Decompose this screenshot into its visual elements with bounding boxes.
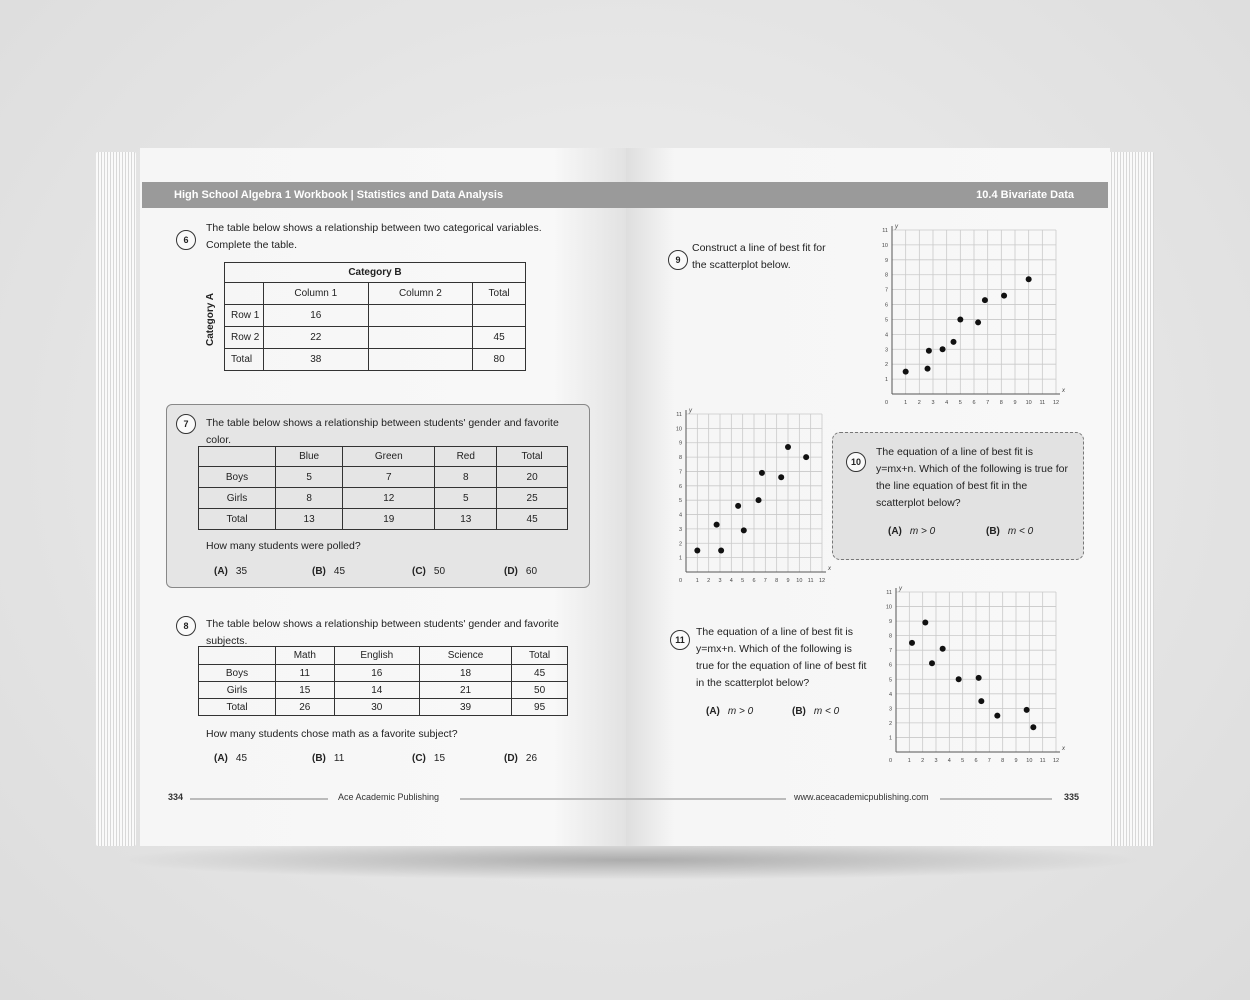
data-point [957, 316, 963, 322]
option-value: 26 [525, 753, 538, 764]
row-label: Girls [199, 682, 276, 699]
y-tick-label: 9 [888, 619, 892, 626]
x-tick-label: 8 [999, 400, 1003, 406]
table-row [225, 305, 526, 327]
table-header-row [199, 647, 568, 665]
q9-scatterplot [876, 220, 1066, 410]
y-tick-label: 2 [888, 720, 892, 727]
y-tick-label: 1 [678, 555, 682, 562]
row-label: Total [199, 699, 276, 716]
q7-option-b[interactable] [312, 566, 345, 577]
option-letter: (A) [706, 706, 720, 717]
table-row [199, 509, 568, 530]
table-cell: 20 [497, 467, 568, 488]
x-tick-label: 11 [1039, 400, 1046, 406]
x-tick-label: 9 [1014, 758, 1018, 764]
data-point [951, 339, 957, 345]
question-number-7: 7 [176, 414, 196, 434]
table-cell: 11 [276, 665, 335, 682]
x-tick-label: 3 [934, 758, 938, 764]
data-point [978, 698, 984, 704]
table-row [199, 665, 568, 682]
y-tick-label: 8 [678, 455, 682, 462]
x-tick-label: 4 [729, 578, 733, 584]
data-point [759, 470, 765, 476]
option-letter: (C) [412, 753, 426, 764]
y-axis-label: y [689, 408, 692, 414]
q11-option-b[interactable] [792, 706, 839, 717]
blank-cell[interactable] [368, 305, 473, 327]
x-tick-label: 10 [796, 578, 803, 584]
option-value: m > 0 [909, 526, 936, 537]
table-cell: 45 [512, 665, 568, 682]
option-value: m > 0 [727, 706, 754, 717]
table-cell: 18 [419, 665, 511, 682]
table-corner-cell [199, 647, 276, 665]
row-label: Girls [199, 488, 276, 509]
option-letter: (D) [504, 753, 518, 764]
col-header: Column 1 [264, 283, 369, 305]
table-cell: 19 [343, 509, 435, 530]
blank-cell[interactable] [368, 327, 473, 349]
x-tick-label: 1 [907, 758, 911, 764]
q6-table [224, 262, 526, 371]
table-row [199, 682, 568, 699]
table-cell: 5 [435, 488, 497, 509]
y-tick-label: 11 [882, 228, 888, 234]
footer-rule [190, 798, 328, 800]
option-letter: (B) [986, 526, 1000, 537]
data-point [785, 444, 791, 450]
table-row [225, 327, 526, 349]
data-point [956, 676, 962, 682]
q9-text: Construct a line of best fit for the scatterplot below. [692, 242, 826, 271]
option-value: m < 0 [813, 706, 840, 717]
x-tick-label: 6 [974, 758, 978, 764]
option-value: 50 [433, 566, 446, 577]
option-value: 45 [235, 753, 248, 764]
table-cell: 16 [264, 305, 369, 327]
data-point [903, 369, 909, 375]
x-tick-label: 3 [931, 400, 935, 406]
y-tick-label: 5 [678, 498, 682, 505]
table-row [225, 349, 526, 371]
data-point [940, 646, 946, 652]
row-label: Boys [199, 665, 276, 682]
y-tick-label: 2 [678, 541, 682, 548]
col-header: English [334, 647, 419, 665]
x-tick-label: 1 [695, 578, 699, 584]
footer-url: www.aceacademicpublishing.com [794, 792, 929, 802]
data-point [1001, 293, 1007, 299]
x-tick-label: 8 [775, 578, 779, 584]
x-tick-label: 5 [958, 400, 962, 406]
page-edges-right [1108, 152, 1154, 846]
table-cell: 13 [276, 509, 343, 530]
x-tick-label: 5 [741, 578, 745, 584]
blank-cell[interactable] [368, 349, 473, 371]
data-point [735, 503, 741, 509]
data-point [714, 522, 720, 528]
question-number-10: 10 [846, 452, 866, 472]
data-point [909, 640, 915, 646]
option-letter: (A) [888, 526, 902, 537]
row-label: Total [225, 349, 264, 371]
y-axis-label: y [899, 586, 902, 592]
table-cell: 16 [334, 665, 419, 682]
option-letter: (D) [504, 566, 518, 577]
data-point [929, 660, 935, 666]
y-tick-label: 11 [676, 412, 682, 418]
row-label: Row 2 [225, 327, 264, 349]
row-label: Boys [199, 467, 276, 488]
table-cell: 45 [473, 327, 526, 349]
q11-scatterplot [880, 582, 1066, 768]
table-corner-cell [199, 447, 276, 467]
x-tick-label: 10 [1025, 400, 1032, 406]
page-edges-left [96, 152, 136, 846]
x-tick-label: 3 [718, 578, 722, 584]
table-row [199, 467, 568, 488]
table-cell: 5 [276, 467, 343, 488]
footer-rule [940, 798, 1052, 800]
x-axis-label: x [1062, 746, 1065, 752]
y-tick-label: 10 [675, 426, 682, 433]
x-tick-label: 7 [763, 578, 767, 584]
footer-publisher: Ace Academic Publishing [338, 792, 440, 802]
table-cell: 8 [435, 467, 497, 488]
option-letter: (A) [214, 566, 228, 577]
table-cell: 38 [264, 349, 369, 371]
table-cell: 13 [435, 509, 497, 530]
left-page [140, 148, 626, 846]
table-cell: 25 [497, 488, 568, 509]
x-tick-label: 6 [972, 400, 976, 406]
col-header: Red [435, 447, 497, 467]
q8-option-a[interactable] [214, 753, 247, 764]
data-point [741, 527, 747, 533]
q7-option-c[interactable] [412, 566, 445, 577]
book-shadow [110, 840, 1150, 880]
x-tick-label: 2 [917, 400, 921, 406]
q11-option-a[interactable] [706, 706, 753, 717]
y-tick-label: 4 [678, 512, 682, 519]
y-tick-label: 8 [888, 633, 892, 640]
col-header: Total [497, 447, 568, 467]
table-cell: 30 [334, 699, 419, 716]
right-page-number: 335 [1064, 792, 1080, 802]
col-header: Science [419, 647, 511, 665]
col-header: Math [276, 647, 335, 665]
q8-option-d[interactable] [504, 753, 537, 764]
col-header: Green [343, 447, 435, 467]
col-header: Blue [276, 447, 343, 467]
q7-option-a[interactable] [214, 566, 247, 577]
data-point [922, 620, 928, 626]
x-tick-label: 11 [807, 578, 814, 584]
question-number-6: 6 [176, 230, 196, 250]
x-tick-label: 7 [987, 758, 991, 764]
blank-cell[interactable] [473, 305, 526, 327]
question-number-9: 9 [668, 250, 688, 270]
y-tick-label: 9 [678, 440, 682, 447]
x-tick-label: 8 [1001, 758, 1005, 764]
option-value: 45 [333, 566, 346, 577]
table-row [199, 488, 568, 509]
x-tick-label: 5 [961, 758, 965, 764]
table-cell: 45 [497, 509, 568, 530]
question-number-11: 11 [670, 630, 690, 650]
option-value: 15 [433, 753, 446, 764]
table-cell: 26 [276, 699, 335, 716]
y-tick-label: 6 [884, 302, 888, 309]
y-tick-label: 3 [678, 526, 682, 533]
right-page [626, 148, 1110, 846]
q7-text: The table below shows a relationship between students' gender and favorite color. [206, 417, 559, 446]
table-cell: 95 [512, 699, 568, 716]
q10-option-b[interactable] [986, 526, 1033, 537]
data-point [976, 675, 982, 681]
q8-option-c[interactable] [412, 753, 445, 764]
col-header: Total [512, 647, 568, 665]
y-tick-label: 11 [886, 590, 892, 596]
origin-label: 0 [678, 578, 682, 584]
category-a-label: Category A [205, 293, 216, 346]
data-point [926, 348, 932, 354]
data-point [803, 454, 809, 460]
data-point [1030, 724, 1036, 730]
y-tick-label: 10 [881, 242, 888, 249]
row-label: Row 1 [225, 305, 264, 327]
table-cell: 12 [343, 488, 435, 509]
y-tick-label: 10 [885, 604, 892, 611]
data-point [982, 297, 988, 303]
data-point [1026, 276, 1032, 282]
x-tick-label: 6 [752, 578, 756, 584]
x-tick-label: 11 [1039, 758, 1046, 764]
data-point [778, 474, 784, 480]
data-point [756, 497, 762, 503]
y-tick-label: 4 [888, 691, 892, 698]
data-point [940, 346, 946, 352]
table-cell: 15 [276, 682, 335, 699]
data-point [925, 366, 931, 372]
option-value: 11 [333, 753, 345, 764]
x-tick-label: 9 [786, 578, 790, 584]
table-cell: 80 [473, 349, 526, 371]
y-tick-label: 7 [884, 287, 888, 294]
col-header: Column 2 [368, 283, 473, 305]
table-corner-cell [225, 283, 264, 305]
row-label: Total [199, 509, 276, 530]
x-tick-label: 2 [921, 758, 925, 764]
q7-table [198, 446, 568, 530]
q8-text: The table below shows a relationship between students' gender and favorite subjects. [206, 618, 559, 647]
x-tick-label: 4 [947, 758, 951, 764]
y-tick-label: 6 [888, 662, 892, 669]
q6-text: The table below shows a relationship between two categorical variables. Complete the table. [206, 222, 542, 251]
option-value: 60 [525, 566, 538, 577]
y-tick-label: 4 [884, 332, 888, 339]
y-tick-label: 1 [888, 735, 892, 742]
table-cell: 14 [334, 682, 419, 699]
left-page-number: 334 [168, 792, 184, 802]
x-tick-label: 2 [707, 578, 711, 584]
q8-option-b[interactable] [312, 753, 344, 764]
q10-scatterplot [670, 404, 832, 588]
table-cell: 8 [276, 488, 343, 509]
table-cell: 21 [419, 682, 511, 699]
option-letter: (C) [412, 566, 426, 577]
option-value: 35 [235, 566, 248, 577]
y-tick-label: 2 [884, 362, 888, 369]
footer-rule [460, 798, 626, 800]
q10-option-a[interactable] [888, 526, 935, 537]
table-cell: 7 [343, 467, 435, 488]
data-point [994, 713, 1000, 719]
y-tick-label: 6 [678, 483, 682, 490]
x-tick-label: 12 [818, 578, 826, 584]
y-tick-label: 3 [884, 347, 888, 354]
x-axis-label: x [828, 566, 831, 572]
y-tick-label: 7 [678, 469, 682, 476]
footer-rule [626, 798, 786, 800]
x-tick-label: 4 [945, 400, 949, 406]
data-point [718, 547, 724, 553]
option-letter: (A) [214, 753, 228, 764]
q10-text: The equation of a line of best fit is y=mx+n. Which of the following is true for the line equation of best fit in the scatterplot below? [876, 446, 1068, 509]
option-letter: (B) [312, 753, 326, 764]
table-row [199, 699, 568, 716]
y-axis-label: y [895, 224, 898, 230]
x-tick-label: 12 [1052, 758, 1060, 764]
option-value: m < 0 [1007, 526, 1034, 537]
table-header-row [225, 283, 526, 305]
x-axis-label: x [1062, 388, 1065, 394]
q11-text: The equation of a line of best fit is y=mx+n. Which of the following is true for the equation of line of best fit in the scatterplot below? [696, 626, 867, 689]
data-point [1024, 707, 1030, 713]
option-letter: (B) [792, 706, 806, 717]
y-tick-label: 5 [884, 317, 888, 324]
y-tick-label: 1 [884, 377, 888, 384]
q7-option-d[interactable] [504, 566, 537, 577]
question-number-8: 8 [176, 616, 196, 636]
table-cell: 50 [512, 682, 568, 699]
x-tick-label: 1 [904, 400, 908, 406]
y-tick-label: 3 [888, 706, 892, 713]
right-header: 10.4 Bivariate Data [626, 182, 1108, 208]
category-b-label: Category B [225, 263, 526, 283]
q8-table [198, 646, 568, 716]
table-cell: 39 [419, 699, 511, 716]
col-header: Total [473, 283, 526, 305]
y-tick-label: 5 [888, 677, 892, 684]
origin-label: 0 [888, 758, 892, 764]
origin-label: 0 [884, 400, 888, 406]
x-tick-label: 10 [1026, 758, 1033, 764]
x-tick-label: 12 [1052, 400, 1060, 406]
table-cell: 22 [264, 327, 369, 349]
option-letter: (B) [312, 566, 326, 577]
x-tick-label: 9 [1013, 400, 1017, 406]
y-tick-label: 8 [884, 272, 888, 279]
q8-question: How many students chose math as a favorite subject? [206, 728, 458, 740]
data-point [975, 319, 981, 325]
y-tick-label: 7 [888, 648, 892, 655]
y-tick-label: 9 [884, 257, 888, 264]
table-header-row [199, 447, 568, 467]
left-header: High School Algebra 1 Workbook | Statistics and Data Analysis [142, 182, 626, 208]
q7-question: How many students were polled? [206, 540, 361, 552]
data-point [694, 547, 700, 553]
x-tick-label: 7 [986, 400, 990, 406]
